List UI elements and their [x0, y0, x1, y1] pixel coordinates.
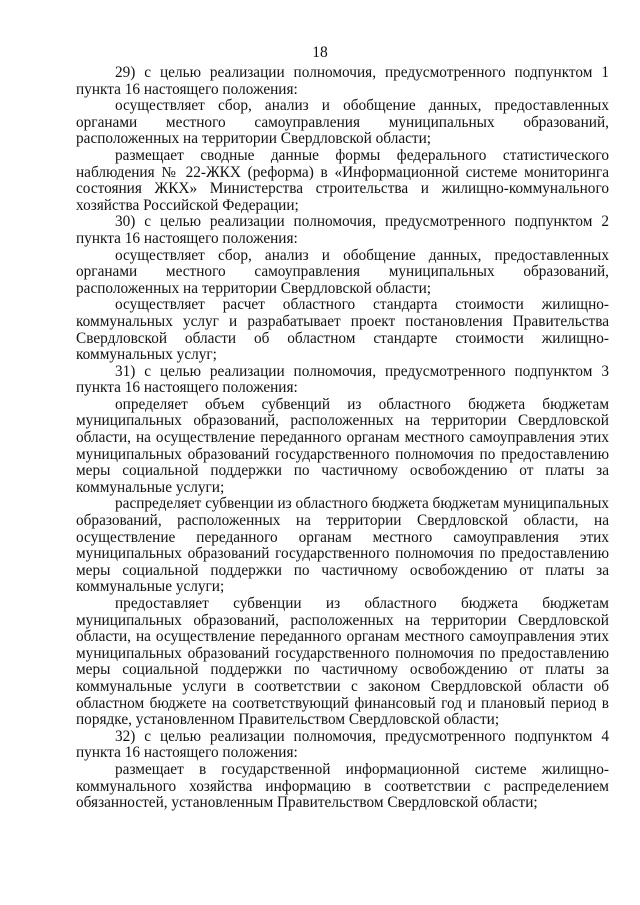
- paragraph-31-header: 31) с целью реализации полномочия, предусмотренного подпунктом 3 пункта 16 настоящего положения:: [76, 362, 609, 397]
- page-number: 18: [312, 44, 328, 61]
- paragraph-30-calculate-standard: осуществляет расчет областного стандарта стоимости жилищно-коммунальных услуг и разрабатывает проект постановления Правительства Свердловской области об областном стандарте стоимости жилищно-коммунальных услуг;: [76, 296, 609, 364]
- paragraph-31-distribute-subventions: распределяет субвенции из областного бюджета бюджетам муниципальных образований, расположенных на территории Свердловской области, на осуществление переданного органам местного самоуправления этих муниципальных образований государственного полномочия по предоставлению меры социальной поддержки по частичному освобождению от платы за коммунальные услуги;: [76, 495, 610, 596]
- paragraph-32-header: 32) с целью реализации полномочия, предусмотренного подпунктом 4 пункта 16 настоящего положения:: [76, 727, 609, 762]
- paragraph-31-provide-subventions: предоставляет субвенции из областного бюджета бюджетам муниципальных образований, расположенных на территории Свердловской области, на осуществление переданного органам местного самоуправления этих муниципальных образований государственного полномочия по предоставлению меры социальной поддержки по частичному освобождению от платы за коммунальные услуги в соответствии с законом Свердловской области об областном бюджете на соответствующий финансовый год и плановый период в порядке, установленном Правительством Свердловской области;: [76, 595, 609, 729]
- paragraph-29-publish-data: размещает сводные данные формы федерального статистического наблюдения № 22-ЖКХ (реформа) в «Информационной системе мониторинга состояния ЖКХ» Министерства строительства и жилищно-коммунального хозяйства Российской Федерации;: [76, 146, 609, 214]
- paragraph-30-collect-data: осуществляет сбор, анализ и обобщение данных, предоставленных органами местного самоуправления муниципальных образований, расположенных на территории Свердловской области;: [76, 246, 609, 297]
- paragraph-31-determine-subventions: определяет объем субвенций из областного бюджета бюджетам муниципальных образований, расположенных на территории Свердловской области, на осуществление переданного органам местного самоуправления этих муниципальных образований государственного полномочия по предоставлению меры социальной поддержки по частичному освобождению от платы за коммунальные услуги;: [76, 395, 609, 496]
- paragraph-32-publish-info: размещает в государственной информационной системе жилищно-коммунального хозяйства информацию в соответствии с распределением обязанностей, установленным Правительством Свердловской области;: [76, 760, 609, 812]
- paragraph-30-header: 30) с целью реализации полномочия, предусмотренного подпунктом 2 пункта 16 настоящего положения:: [76, 213, 609, 247]
- paragraph-29-collect-data: осуществляет сбор, анализ и обобщение данных, предоставленных органами местного самоуправления муниципальных образований, расположенных на территории Свердловской области;: [76, 97, 609, 148]
- document-body: [76, 65, 609, 812]
- paragraph-29-header: 29) с целью реализации полномочия, предусмотренного подпунктом 1 пункта 16 настоящего положения:: [76, 64, 609, 98]
